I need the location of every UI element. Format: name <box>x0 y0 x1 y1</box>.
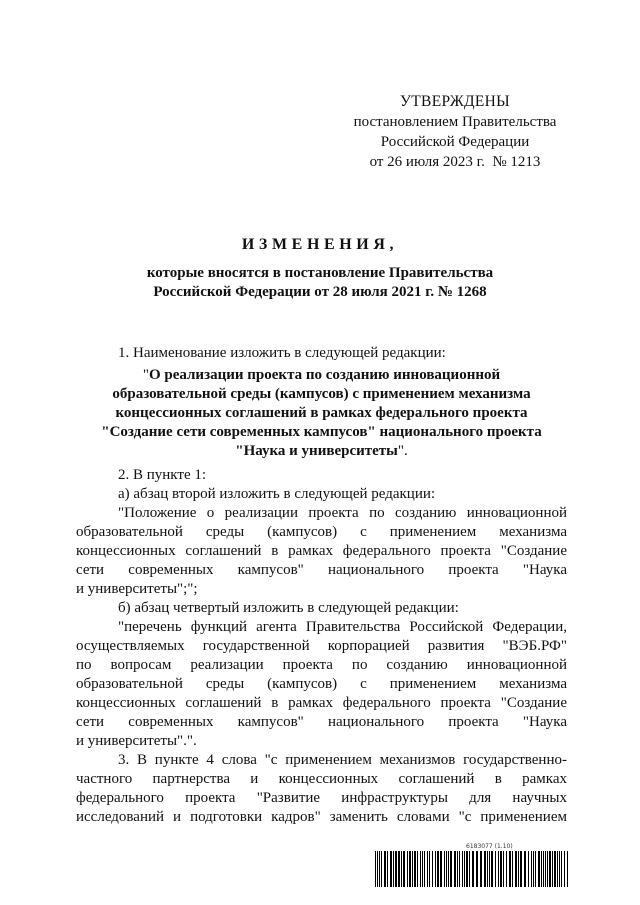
paragraph-3-line: исследований и подготовки кадров" заменить словами "с применением <box>76 809 567 825</box>
paragraph-1: 1. Наименование изложить в следующей редакции: <box>118 345 446 361</box>
quote-3-line: по вопросам реализации проекта по созданию инновационной <box>76 657 567 673</box>
approval-stamp <box>345 92 565 172</box>
document-subtitle <box>110 264 530 302</box>
quote-3-line: осуществляемых государственной корпорацией развития "ВЭБ.РФ" <box>76 638 567 654</box>
paragraph-2b: б) абзац четвертый изложить в следующей редакции: <box>118 600 459 616</box>
paragraph-3-line: 3. В пункте 4 слова "с применением механизмов государственно- <box>118 752 567 768</box>
document-body <box>76 344 567 827</box>
quote-2-line: сети современных кампусов" национального проекта "Наука <box>76 562 567 578</box>
new-title-text: О реализации проекта по созданию инновационной образовательной среды (кампусов) с применением механизма концессионных соглашений в рамках федерального проекта "Создание сети современных кампусов" национального проекта "Наука и университеты <box>101 367 542 459</box>
quote-2-line: "Положение о реализации проекта по созданию инновационной <box>118 505 567 521</box>
quote-2-line: образовательной среды (кампусов) с применением механизма <box>76 524 567 540</box>
subtitle-line: которые вносятся в постановление Правительства <box>146 265 494 281</box>
barcode-image <box>375 851 571 887</box>
new-title-quote <box>76 366 567 461</box>
quote-3-line: образовательной среды (кампусов) с применением механизма <box>76 676 567 692</box>
quote-3-line: "перечень функций агента Правительства Российской Федерации, <box>118 619 567 635</box>
subtitle-line: Российской Федерации от 28 июля 2021 г. № 1268 <box>153 284 487 300</box>
approval-line: постановлением Правительства <box>353 114 557 130</box>
quote-2-line: и университеты";"; <box>76 581 198 597</box>
approval-heading: УТВЕРЖДЕНЫ <box>400 93 510 110</box>
quote-3-line: и университеты".". <box>76 733 197 749</box>
quote-mark: ". <box>397 443 408 459</box>
paragraph-3-line: федерального проекта "Развитие инфраструктуры для научных <box>76 790 567 806</box>
quote-3-line: сети современных кампусов" национального проекта "Наука <box>76 714 567 730</box>
quote-3-line: концессионных соглашений в рамках федерального проекта "Создание <box>76 695 567 711</box>
quote-2-line: концессионных соглашений в рамках федерального проекта "Создание <box>76 543 567 559</box>
approval-date-line: от 26 июля 2023 г. № 1213 <box>369 154 541 170</box>
quote-mark: " <box>142 367 149 383</box>
approval-line: Российской Федерации <box>380 134 530 150</box>
paragraph-2a: а) абзац второй изложить в следующей редакции: <box>118 486 436 502</box>
paragraph-3-line: частного партнерства и концессионных соглашений в рамках <box>76 771 567 787</box>
document-title: ИЗМЕНЕНИЯ, <box>241 236 399 253</box>
paragraph-2: 2. В пункте 1: <box>118 467 207 483</box>
document-code: 6183077 (1.10) <box>466 843 513 850</box>
